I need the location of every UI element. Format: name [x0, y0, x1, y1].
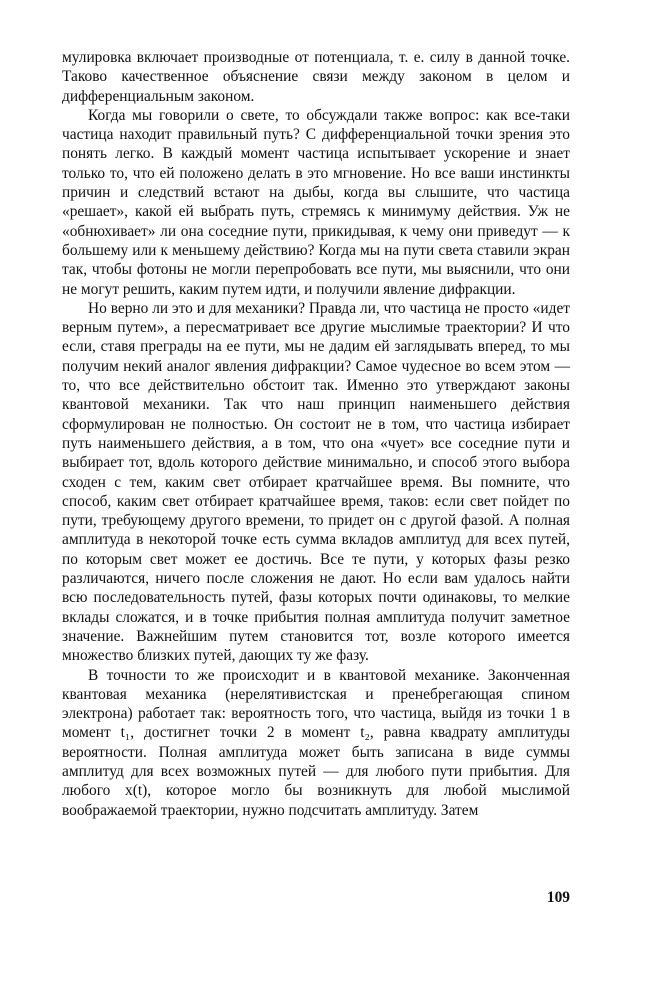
paragraph-mechanics: Но верно ли это и для механики? Правда ли, что частица не просто «идет верным путем», а пересматривает все другие мыслимые траектории? И что если, ставя преграды на ее пути, мы не дадим ей заглядывать вперед, то мы получим некий аналог явления дифракции? Самое чудесное во всем этом — то, что все действительно обстоит так. Именно это утверждают законы квантовой механики. Так что наш принцип наименьшего действия сформулирован не полностью. Он состоит не в том, что частица избирает путь наименьшего действия, а в том, что она «чует» все соседние пути и выбирает тот, вдоль которого действие минимально, и способ этого выбора сходен с тем, каким свет отбирает кратчайшее время. Вы помните, что способ, каким свет отбирает кратчайшее время, таков: если свет пойдет по пути, требующему другого времени, то придет он с другой фазой. А полная амплитуда в некоторой точке есть сумма вкладов амплитуд для всех путей, по которым свет может ее достичь. Все те пути, у которых фазы резко различаются, ничего после сложения не дают. Но если вам удалось найти всю последовательность путей, фазы которых почти одинаковы, то мелкие вклады сложатся, и в точке прибытия полная амплитуда получит заметное значение. Важнейшим путем становится тот, возле которого имеется множество близких путей, дающих ту же фазу.: [62, 299, 570, 665]
paragraph-quantum-mechanics: В точности то же происходит и в квантовой механике. Законченная квантовая механика (нерелятивистская и пренебрегающая спином электрона) работает так: вероятность того, что частица, выйдя из точки 1 в момент t₁, достигнет точки 2 в момент t₂, равна квадрату амплитуды вероятности. Полная амплитуда может быть записана в виде суммы амплитуд для всех возможных путей — для любого пути прибытия. Для любого x(t), которое могло бы возникнуть для любой мыслимой воображаемой траектории, нужно подсчитать амплитуду. Затем: [62, 666, 570, 819]
paragraph-light-path: Когда мы говорили о свете, то обсуждали также вопрос: как все-таки частица находит правильный путь? С дифференциальной точки зрения это понять легко. В каждый момент частица испытывает ускорение и знает только то, что ей положено делать в это мгновение. Но все ваши инстинкты причин и следствий встают на дыбы, когда вы слышите, что частица «решает», какой ей выбрать путь, стремясь к минимуму действия. Уж не «обнюхивает» ли она соседние пути, прикидывая, к чему они приведут — к большему или к меньшему действию? Когда мы на пути света ставили экран так, чтобы фотоны не могли перепробовать все пути, мы выяснили, что они не могут решить, каким путем идти, и получили явление дифракции.: [62, 106, 570, 298]
body-text: [62, 48, 570, 820]
paragraph-continuation: мулировка включает производные от потенциала, т. е. силу в данной точке. Таково качественное объяснение связи между законом в целом и дифференциальным законом.: [62, 49, 570, 105]
page-number: 109: [546, 889, 570, 906]
